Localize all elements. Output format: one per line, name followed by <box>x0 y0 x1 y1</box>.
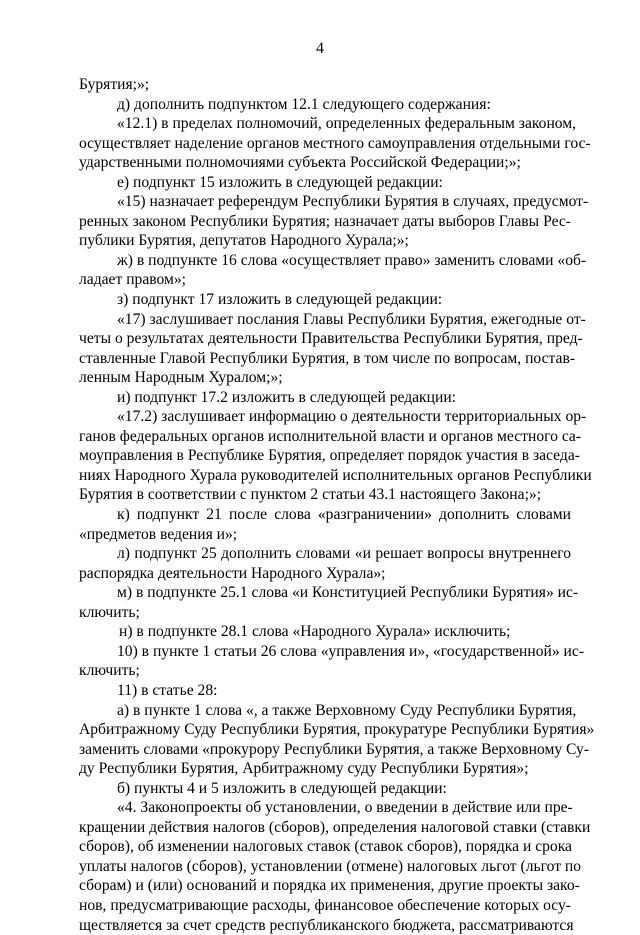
text-line: ганов федеральных органов исполнительной власти и органов местного са- <box>79 427 582 445</box>
text-line: ж) в подпункте 16 слова «осуществляет право» заменить словами «об- <box>117 251 587 269</box>
text-line: и) подпункт 17.2 изложить в следующей редакции: <box>117 388 457 406</box>
text-line: «17) заслушивает послания Главы Республики Бурятия, ежегодные от- <box>117 310 586 328</box>
text-line: ленным Народным Хуралом;»; <box>79 369 283 387</box>
text-line: ударственными полномочиями субъекта Российской Федерации;»; <box>79 154 521 172</box>
text-line: Бурятия в соответствии с пунктом 2 статьи 43.1 настоящего Закона;»; <box>79 486 542 504</box>
text-line: четы о результатах деятельности Правительства Республики Бурятия, пред- <box>79 330 583 348</box>
text-line: л) подпункт 25 дополнить словами «и решает вопросы внутреннего <box>117 545 571 563</box>
text-line: «12.1) в пределах полномочий, определенных федеральным законом, <box>117 115 577 133</box>
text-line: ниях Народного Хурала руководителей исполнительных органов Республики <box>79 466 592 484</box>
text-line: ду Республики Бурятия, Арбитражному суду Республики Бурятия»; <box>79 760 529 778</box>
text-line: «предметов ведения и»; <box>79 525 238 543</box>
text-line: ставленные Главой Республики Бурятия, в том числе по вопросам, постав- <box>79 349 576 367</box>
text-line: распорядка деятельности Народного Хурала»; <box>79 564 386 582</box>
text-line: 10) в пункте 1 статьи 26 слова «управления и», «государственной» ис- <box>117 642 585 660</box>
document-body <box>79 75 595 935</box>
text-line: кращении действия налогов (сборов), определения налоговой ставки (ставки <box>79 818 591 836</box>
text-line: уплаты налогов (сборов), установлении (отмене) налоговых льгот (льгот по <box>79 857 582 875</box>
text-line: «17.2) заслушивает информацию о деятельности территориальных ор- <box>117 408 587 426</box>
text-line: осуществляет наделение органов местного самоуправления отдельными гос- <box>79 134 591 152</box>
text-line: сборам) и (или) оснований и порядка их применения, другие проекты зако- <box>79 877 580 895</box>
text-line: «4. Законопроекты об установлении, о введении в действие или пре- <box>117 799 573 817</box>
text-line: ключить; <box>79 662 140 680</box>
text-line: к) подпункт 21 после слова «разграничении» дополнить словами <box>117 506 571 524</box>
text-line: а) в пункте 1 слова «, а также Верховному Суду Республики Бурятия, <box>117 701 577 719</box>
text-line: заменить словами «прокурору Республики Бурятия, а также Верховному Су- <box>79 740 590 758</box>
text-line: публики Бурятия, депутатов Народного Хурала;»; <box>79 232 409 250</box>
text-line: е) подпункт 15 изложить в следующей редакции: <box>117 173 443 191</box>
text-line: з) подпункт 17 изложить в следующей редакции: <box>117 291 443 309</box>
text-line: моуправления в Республике Бурятия, определяет порядок участия в заседа- <box>79 447 580 465</box>
text-line: ладает правом»; <box>79 271 187 289</box>
text-line: ключить; <box>79 603 140 621</box>
text-line: б) пункты 4 и 5 изложить в следующей редакции: <box>117 779 447 797</box>
text-line: м) в подпункте 25.1 слова «и Конституцией Республики Бурятия» ис- <box>117 584 579 602</box>
text-line: 11) в статье 28: <box>117 681 218 699</box>
text-line: нов, предусматривающие расходы, финансовое обеспечение которых осу- <box>79 896 571 914</box>
text-line: Арбитражному Суду Республики Бурятия, прокуратуре Республики Бурятия» <box>79 721 595 739</box>
text-line: ренных законом Республики Бурятия; назначает даты выборов Главы Рес- <box>79 212 571 230</box>
page-number: 4 <box>316 40 324 57</box>
text-line: д) дополнить подпунктом 12.1 следующего содержания: <box>117 95 491 113</box>
text-line: н) в подпункте 28.1 слова «Народного Хурала» исключить; <box>119 623 511 641</box>
text-line: «15) назначает референдум Республики Бурятия в случаях, предусмот- <box>117 193 589 211</box>
text-line: сборов), об изменении налоговых ставок (ставок сборов), порядка и срока <box>79 838 572 856</box>
text-line: Бурятия;»; <box>79 76 150 93</box>
text-line: ществляется за счет средств республиканского бюджета, рассматриваются <box>79 916 574 934</box>
